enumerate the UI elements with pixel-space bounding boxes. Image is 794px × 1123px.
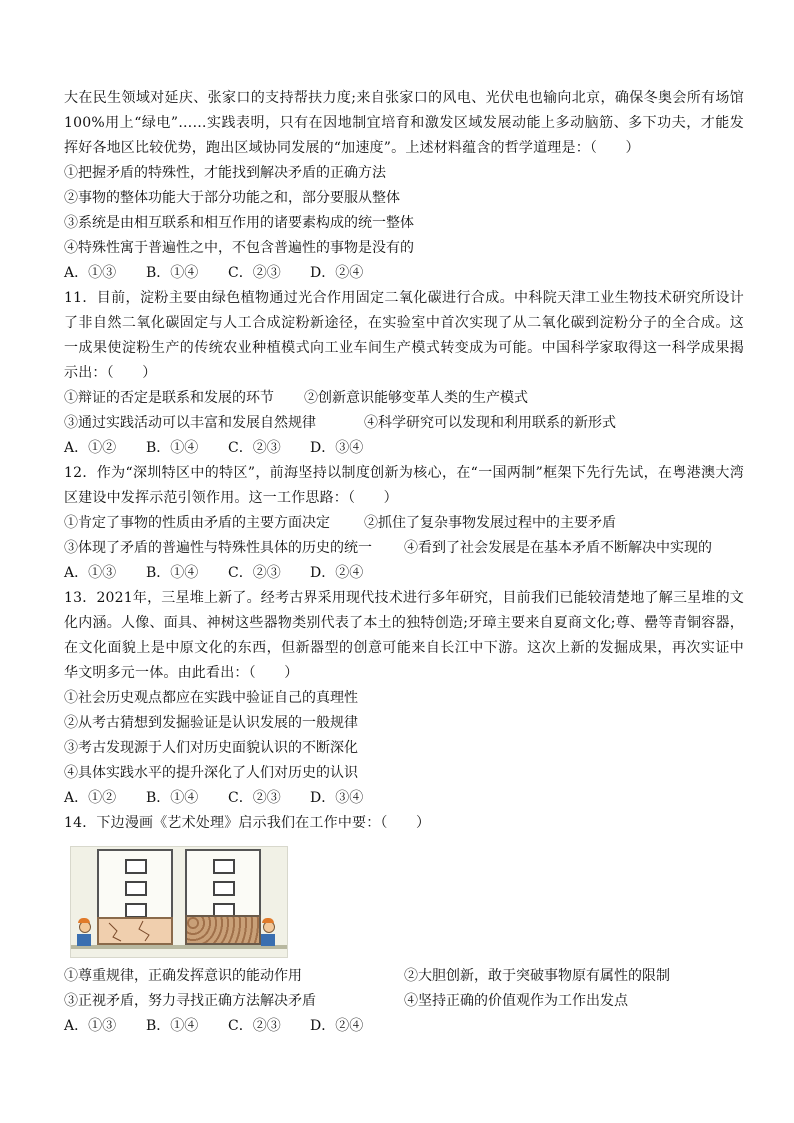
q11-option-d[interactable]: D．③④ [310, 440, 364, 456]
q13-item-4: ④具体实践水平的提升深化了人们对历史的认识 [64, 765, 358, 781]
q11-options [64, 436, 744, 461]
q13-stem: 13．2021年，三星堆上新了。经考古界采用现代技术进行多年研究，目前我们已能较清楚地了解三星堆的文化内涵。人像、面具、神树这些器物类别代表了本土的独特创造;牙璋主要来自夏商文化;尊、罍等青铜容器，在文化面貌上是中原文化的东西，但新器型的创意可能来自长江中下游。这次上新的发掘成果，再次实证中华文明多元一体。由此看出：（ ） [64, 590, 744, 681]
q11-items-row-1 [64, 386, 744, 411]
q14-item-2: ②大胆创新，敢于突破事物原有属性的限制 [404, 968, 670, 984]
q14-item-3: ③正视矛盾，努力寻找正确方法解决矛盾 [64, 993, 316, 1009]
q12-items-row-1 [64, 511, 744, 536]
q12-items-row-2 [64, 536, 744, 561]
q14-item-4: ④坚持正确的价值观作为工作出发点 [404, 993, 628, 1009]
q11-item-4: ④科学研究可以发现和利用联系的新形式 [364, 415, 616, 431]
q13-item-2: ②从考古猜想到发掘验证是认识发展的一般规律 [64, 715, 358, 731]
q14-option-b[interactable]: B．①④ [146, 1018, 199, 1034]
q10-item-3: ③系统是由相互联系和相互作用的诸要素构成的统一整体 [64, 215, 414, 231]
q14-option-c[interactable]: C．②③ [228, 1018, 281, 1034]
q14-item-1: ①尊重规律，正确发挥意识的能动作用 [64, 968, 302, 984]
exam-page [64, 86, 744, 1039]
q13-option-c[interactable]: C．②③ [228, 790, 281, 806]
q12-options [64, 561, 744, 586]
q13-option-d[interactable]: D．③④ [310, 790, 364, 806]
q11-items-row-2 [64, 411, 744, 436]
q11-option-c[interactable]: C．②③ [228, 440, 281, 456]
q14-items-row-1 [64, 964, 744, 989]
q10-item-4: ④特殊性寓于普遍性之中，不包含普遍性的事物是没有的 [64, 240, 414, 256]
q13-options [64, 786, 744, 811]
q12-option-c[interactable]: C．②③ [228, 565, 281, 581]
q13-item-3: ③考古发现源于人们对历史面貌认识的不断深化 [64, 740, 358, 756]
q10-option-a[interactable]: A．①③ [64, 265, 117, 281]
q12-item-3: ③体现了矛盾的普遍性与特殊性具体的历史的统一 [64, 540, 372, 556]
q11-stem: 11．目前，淀粉主要由绿色植物通过光合作用固定二氧化碳进行合成。中科院天津工业生物技术研究所设计了非自然二氧化碳固定与人工合成淀粉新途径，在实验室中首次实现了从二氧化碳到淀粉分子的全合成。这一成果使淀粉生产的传统农业种植模式向工业车间生产模式转变成为可能。中国科学家取得这一科学成果揭示出：（ ） [64, 290, 744, 381]
q12-option-d[interactable]: D．②④ [310, 565, 364, 581]
q11-option-b[interactable]: B．①④ [146, 440, 199, 456]
q13-option-b[interactable]: B．①④ [146, 790, 199, 806]
q12-option-a[interactable]: A．①③ [64, 565, 117, 581]
q12-stem: 12．作为“深圳特区中的特区”，前海坚持以制度创新为核心，在“一国两制”框架下先行先试，在粤港澳大湾区建设中发挥示范引领作用。这一工作思路：（ ） [64, 465, 744, 506]
q13-item-1: ①社会历史观点都应在实践中验证自己的真理性 [64, 690, 358, 706]
q14-stem: 14．下边漫画《艺术处理》启示我们在工作中要：（ ） [64, 815, 431, 831]
cartoon-art-processing-illustration-icon [70, 846, 288, 958]
q11-item-1: ①辩证的否定是联系和发展的环节 [64, 390, 274, 406]
q13-option-a[interactable]: A．①② [64, 790, 117, 806]
q12-item-2: ②抓住了复杂事物发展过程中的主要矛盾 [364, 515, 616, 531]
stone-pattern-foundation-icon [185, 915, 261, 945]
q11-option-a[interactable]: A．①② [64, 440, 117, 456]
worker-icon [77, 921, 91, 945]
building-cracked-icon [97, 849, 173, 945]
q11-item-3: ③通过实践活动可以丰富和发展自然规律 [64, 415, 316, 431]
q14-option-a[interactable]: A．①③ [64, 1018, 117, 1034]
q14-options [64, 1014, 744, 1039]
q10-stem: 大在民生领域对延庆、张家口的支持帮扶力度;来自张家口的风电、光伏电也输向北京，确保冬奥会所有场馆100%用上“绿电”……实践表明，只有在因地制宜培育和激发区域发展动能上多动脑筋、多下功夫，才能发挥好各地区比较优势，跑出区域协同发展的“加速度”。上述材料蕴含的哲学道理是：（ ） [64, 90, 744, 156]
q10-option-c[interactable]: C．②③ [228, 265, 281, 281]
painter-worker-icon [261, 921, 275, 945]
q10-item-1: ①把握矛盾的特殊性，才能找到解决矛盾的正确方法 [64, 165, 386, 181]
crack-lines-icon [99, 919, 171, 943]
q12-item-1: ①肯定了事物的性质由矛盾的主要方面决定 [64, 515, 330, 531]
q14-option-d[interactable]: D．②④ [310, 1018, 364, 1034]
q10-options [64, 261, 744, 286]
q10-option-d[interactable]: D．②④ [310, 265, 364, 281]
q12-item-4: ④看到了社会发展是在基本矛盾不断解决中实现的 [404, 540, 712, 556]
building-stone-base-icon [185, 849, 261, 945]
q12-option-b[interactable]: B．①④ [146, 565, 199, 581]
q11-item-2: ②创新意识能够变革人类的生产模式 [304, 390, 528, 406]
q10-item-2: ②事物的整体功能大于部分功能之和，部分要服从整体 [64, 190, 400, 206]
q14-items-row-2 [64, 989, 744, 1014]
cracked-foundation-icon [97, 917, 173, 945]
q10-option-b[interactable]: B．①④ [146, 265, 199, 281]
